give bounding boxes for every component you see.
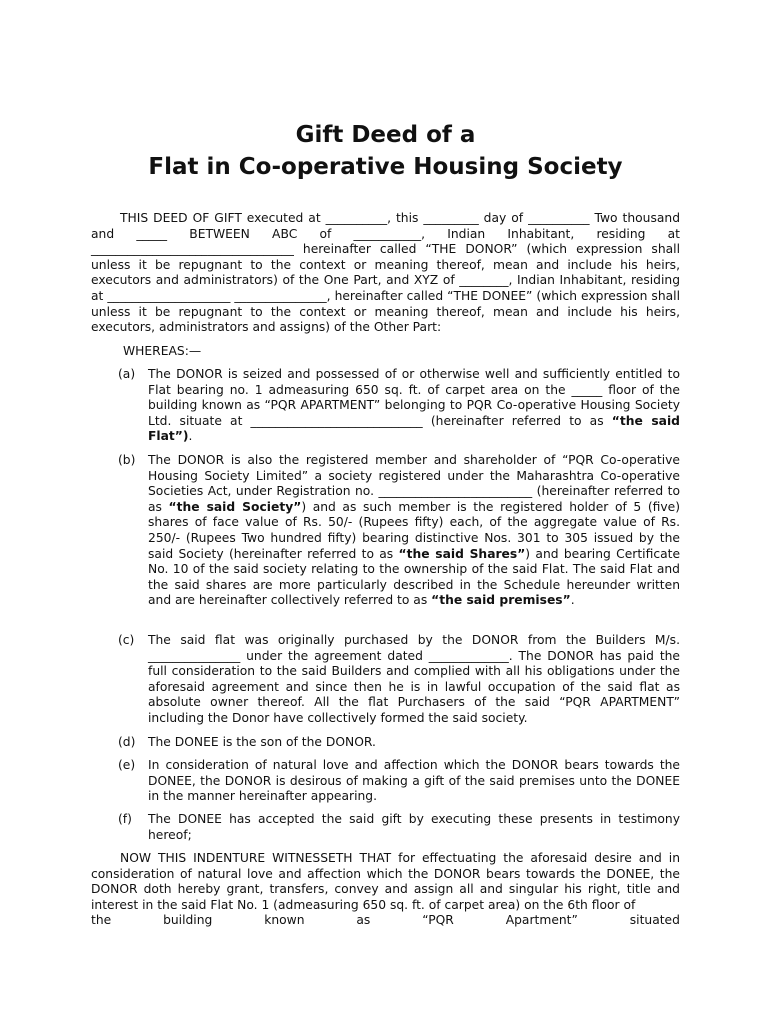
recital-b-text3: ) and bearing Certificate No. 10 of the said society relating to the ownership of the said Flat. The said Flat and the said shares are more particularly described in the Schedule hereunder written and are hereinafter collectively referred to as xyxy=(148,546,681,608)
recital-b-text2: ) and as such member is the registered holder of 5 (five) shares of face value of Rs. 50/- (Rupees fifty) each, of the aggregate value of Rs. 250/- (Rupees Two hundred fifty) bearing distinctive Nos. 301 to 305 issued by the said Society (hereinafter referred to as xyxy=(148,499,680,561)
recital-label: (d) xyxy=(118,735,136,749)
recital-text: In consideration of natural love and affection which the DONOR bears towards the DONEE, the DONOR is desirous of making a gift of the said premises unto the DONEE in the manner hereinafter appearing. xyxy=(148,758,680,804)
word: “PQR xyxy=(422,913,454,928)
document-title-line1: Gift Deed of a xyxy=(295,122,476,148)
document-title-line2: Flat in Co-operative Housing Society xyxy=(148,154,623,180)
recital-f xyxy=(118,812,680,843)
word: known xyxy=(264,913,305,928)
recital-b-bold2: “the said Shares” xyxy=(398,546,526,561)
recital-text: The DONEE is the son of the DONOR. xyxy=(148,735,376,749)
recital-d xyxy=(118,735,680,751)
word: building xyxy=(163,913,213,928)
recital-b-tail: . xyxy=(570,593,575,608)
recital-b-bold1: “the said Society” xyxy=(168,499,302,514)
recital-a-bold: “the said Flat”) xyxy=(148,413,680,444)
recital-label: (f) xyxy=(118,812,132,826)
word: situated xyxy=(629,913,680,928)
recital-b xyxy=(118,453,680,609)
recital-b-text1: The DONOR is also the registered member and shareholder of “PQR Co-operative Housing Society Limited” a society registered under the Maharashtra Co-operative Societies Act, under Registration no. _________________________ (hereinafter referred to as xyxy=(148,453,680,514)
recital-a xyxy=(118,367,680,445)
recital-label: (e) xyxy=(118,758,136,772)
recital-label: (c) xyxy=(118,633,135,647)
recital-c xyxy=(118,633,680,727)
whereas-heading: WHEREAS:— xyxy=(123,344,202,358)
recital-text xyxy=(148,453,680,609)
witnesseth-last-line xyxy=(91,913,680,929)
witnesseth-text: NOW THIS INDENTURE WITNESSETH THAT for effectuating the aforesaid desire and in consideration of natural love and affection which the DONOR bears towards the DONEE, the DONOR doth hereby grant, transfers, convey and assign all and singular his right, title and interest in the said Flat No. 1 (admeasuring 650 sq. ft. of carpet area) on the 6th floor of xyxy=(91,851,680,912)
recital-text: The DONEE has accepted the said gift by executing these presents in testimony hereof; xyxy=(148,812,680,842)
recital-a-tail: . xyxy=(188,429,193,444)
witnesseth-paragraph xyxy=(91,851,680,929)
recital-e xyxy=(118,758,680,805)
recital-text xyxy=(148,367,680,445)
recital-b-bold3: “the said premises” xyxy=(431,593,571,608)
recital-a-text: The DONOR is seized and possessed of or otherwise well and sufficiently entitled to Flat bearing no. 1 admeasuring 650 sq. ft. of carpet area on the _____ floor of the building known as “PQR APARTMENT” belonging to PQR Co-operative Housing Society Ltd. situate at ____________________________ (hereinafter referred to as xyxy=(148,367,680,428)
word: Apartment” xyxy=(505,913,578,928)
intro-paragraph: THIS DEED OF GIFT executed at __________, this _________ day of __________ Two thousand and _____ BETWEEN ABC of ___________, Indian Inhabitant, residing at _________________________________ hereinafter called “THE DONOR” (which expression shall unless it be repugnant to the context or meaning thereof, mean and include his heirs, executors and administrators) of the One Part, and XYZ of ________, Indian Inhabitant, residing at ____________________ _______________, hereinafter called “THE DONEE” (which expression shall unless it be repugnant to the context or meaning thereof, mean and include his heirs, executors, administrators and assigns) of the Other Part: xyxy=(91,211,680,335)
word: the xyxy=(91,913,112,928)
recital-label: (b) xyxy=(118,453,136,467)
recital-label: (a) xyxy=(118,367,136,381)
recital-text: The said flat was originally purchased by the DONOR from the Builders M/s. _______________ under the agreement dated _____________. The DONOR has paid the full consideration to the said Builders and complied with all his obligations under the aforesaid agreement and since then he is in lawful occupation of the said flat as absolute owner thereof. All the flat Purchasers of the said “PQR APARTMENT” including the Donor have collectively formed the said society. xyxy=(148,633,680,725)
word: as xyxy=(356,913,371,928)
